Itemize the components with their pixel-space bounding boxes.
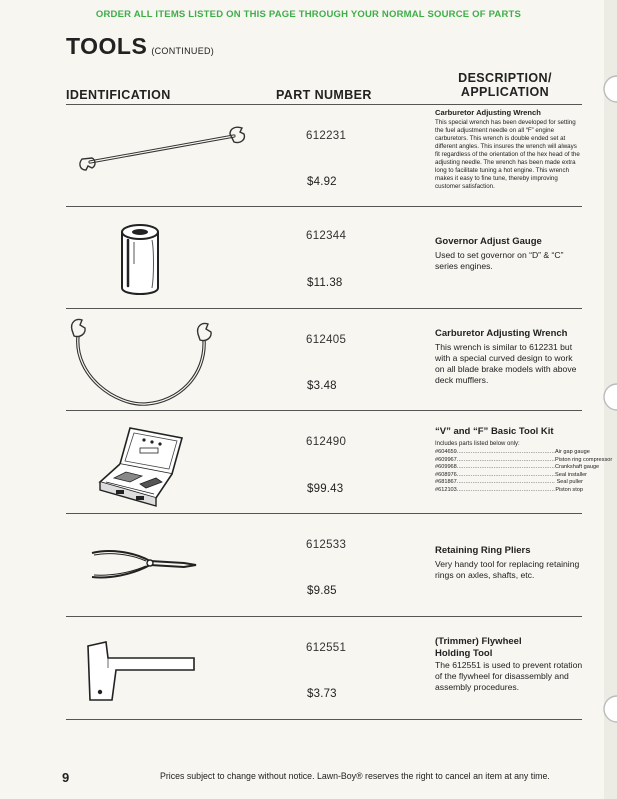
parts-list [435,449,613,495]
price: $11.38 [307,277,343,289]
page-title [66,33,214,60]
item-title: Retaining Ring Pliers [435,545,531,556]
list-item: #608976 ........................................................ Seal installer [435,471,588,478]
description-cell [435,108,583,191]
ring-pliers-icon [88,543,200,583]
price: $99.43 [307,483,344,495]
table-row [0,616,617,719]
item-title: “V” and “F” Basic Tool Kit [435,426,554,437]
part-number: 612533 [306,539,347,551]
table-row [0,206,617,308]
title-text: TOOLS [66,33,148,59]
item-title: Carburetor Adjusting Wrench [435,328,568,339]
list-item: #609968 ........................................................ Crankshaft gauge [435,464,600,471]
item-title: Governor Adjust Gauge [435,236,542,247]
column-header-part-number: PART NUMBER [276,88,372,102]
price: $3.73 [307,688,337,700]
open-end-wrench-icon [74,124,254,174]
column-header-description [440,71,570,99]
item-description: Includes parts listed below only: [435,441,520,447]
part-number: 612231 [306,130,347,142]
description-cell [435,545,583,581]
part-number: 612551 [306,642,347,654]
binder-hole-icon [601,694,617,724]
title-subtitle: (CONTINUED) [151,46,215,56]
row-divider [66,719,582,720]
part-number: 612405 [306,334,347,346]
item-description: This wrench is similar to 612231 but with a special curved design to work on all blade brake models with above deck mufflers. [435,342,577,385]
footer-note: Prices subject to change without notice. Lawn-Boy® reserves the right to cancel an item at any time. [160,771,550,781]
flywheel-holder-icon [82,640,200,702]
column-header-identification: IDENTIFICATION [66,88,171,102]
price: $9.85 [307,585,337,597]
list-item: #681867 ........................................................ Seal puller [435,479,583,486]
item-description: Very handy tool for replacing retaining rings on axles, shafts, etc. [435,559,580,580]
binder-hole-icon [601,382,617,412]
description-cell [435,426,613,495]
list-item: #609967 ........................................................ Piston ring compressor [435,456,613,463]
item-title [435,636,583,660]
table-row [0,308,617,410]
description-header-line1: DESCRIPTION/ [458,71,552,85]
item-title-line2: Holding Tool [435,648,493,659]
item-title-line1: (Trimmer) Flywheel [435,636,522,647]
description-cell [435,636,583,693]
curved-wrench-icon [66,316,216,406]
item-title: Carburetor Adjusting Wrench [435,108,541,117]
list-item: #604659 ........................................................ Air gap gauge [435,449,590,455]
price: $3.48 [307,380,337,392]
list-item: #612103 ........................................................ Piston stop [435,486,583,493]
price: $4.92 [307,176,337,188]
description-cell [435,328,583,386]
tool-kit-case-icon [96,424,188,506]
page-number: 9 [62,770,70,785]
item-description: The 612551 is used to prevent rotation of the flywheel for disassembly and assembly procedures. [435,660,583,692]
item-description: This special wrench has been developed for setting the fuel adjustment needle on all “F” engine carburetors. This wrench is double ended set at different angles. This insures the wrench will always fit regardless of the orientation of the hex head of the adjusting needle. The wrench has been made extra long to facilitate tuning a hot engine. This wrench makes it easy to fine tune, thereby improving customer satisfaction. [435,119,580,190]
order-banner: ORDER ALL ITEMS LISTED ON THIS PAGE THROUGH YOUR NORMAL SOURCE OF PARTS [95,9,522,20]
binder-hole-icon [601,74,617,104]
description-cell [435,236,583,272]
table-row [0,410,617,513]
part-number: 612490 [306,436,347,448]
description-header-line2: APPLICATION [460,85,550,99]
table-row [0,513,617,616]
cylinder-gauge-icon [114,220,166,300]
part-number: 612344 [306,230,347,242]
item-description: Used to set governor on “D” & “C” series engines. [435,250,564,271]
table-row [0,104,617,206]
